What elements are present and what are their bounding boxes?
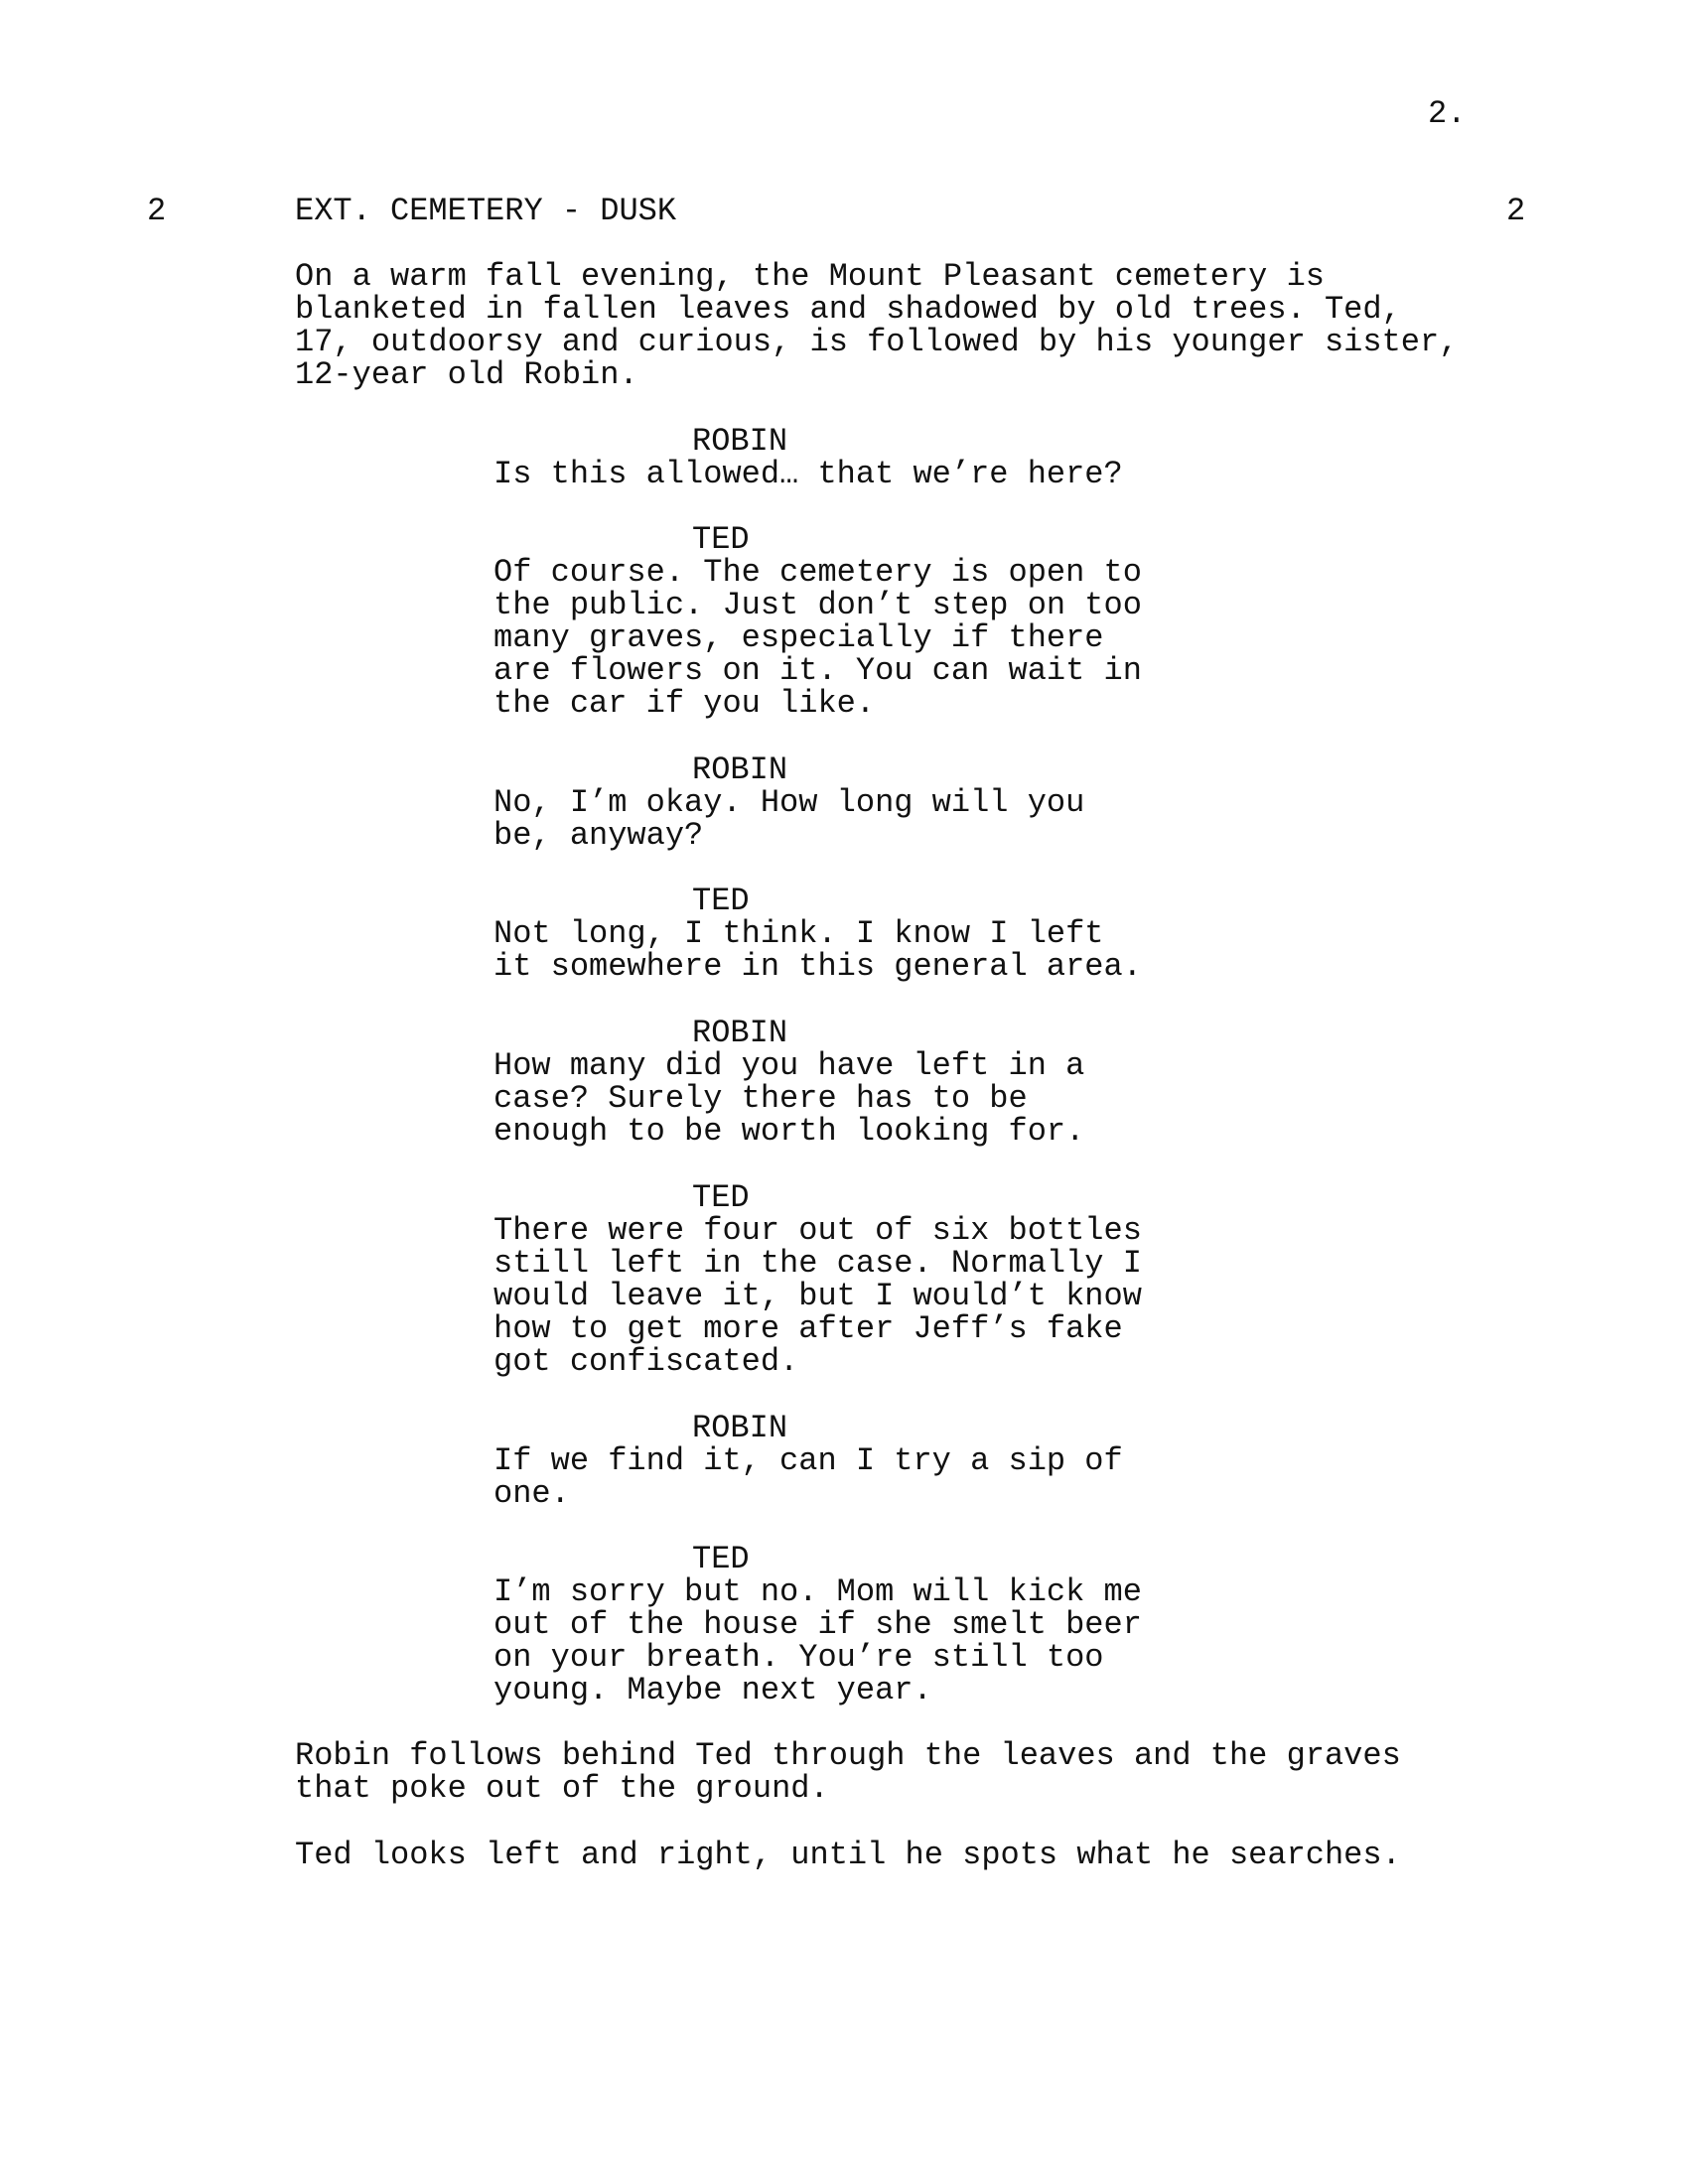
dialogue-block	[493, 753, 1189, 852]
dialogue-block	[493, 523, 1189, 720]
dialogue-block	[493, 1017, 1189, 1148]
dialogue-block	[493, 1543, 1189, 1706]
dialogue-line: If we find it, can I try a sip of one.	[493, 1442, 1123, 1512]
character-name: ROBIN	[692, 423, 788, 460]
dialogue-line: I’m sorry but no. Mom will kick me out of the house if she smelt beer on your breath. You’re still too young. Maybe next year.	[493, 1573, 1142, 1708]
action-paragraph: Robin follows behind Ted through the leaves and the graves that poke out of the ground.	[295, 1737, 1401, 1807]
character-name: TED	[692, 1541, 750, 1577]
character-name: TED	[692, 521, 750, 558]
dialogue-line: No, I’m okay. How long will you be, anyway?	[493, 784, 1085, 854]
character-name: TED	[692, 1179, 750, 1216]
dialogue-block	[493, 1181, 1189, 1378]
dialogue-block	[493, 1412, 1189, 1510]
dialogue-line: Of course. The cemetery is open to the public. Just don’t step on too many graves, especially if there are flowers on it. You can wait in the car if you like.	[493, 554, 1142, 722]
action-paragraph: Ted looks left and right, until he spots what he searches.	[295, 1837, 1401, 1873]
character-name: ROBIN	[692, 751, 788, 788]
dialogue-block	[493, 425, 1189, 490]
scene-heading: EXT. CEMETERY - DUSK	[295, 193, 677, 229]
dialogue-line: Not long, I think. I know I left it somewhere in this general area.	[493, 915, 1142, 985]
scene-number-right: 2	[1506, 193, 1526, 229]
action-paragraph-intro: On a warm fall evening, the Mount Pleasant cemetery is blanketed in fallen leaves and shadowed by old trees. Ted, 17, outdoorsy and curious, is followed by his younger sister, 12-year old Robin.	[295, 258, 1459, 393]
character-name: TED	[692, 883, 750, 919]
dialogue-line: Is this allowed… that we’re here?	[493, 456, 1123, 492]
dialogue-line: How many did you have left in a case? Surely there has to be enough to be worth looking for.	[493, 1047, 1085, 1150]
scene-number-left: 2	[147, 193, 167, 229]
page-number: 2.	[1428, 95, 1467, 132]
dialogue-line: There were four out of six bottles still left in the case. Normally I would leave it, but I would’t know how to get more after Jeff’s fake got confiscated.	[493, 1212, 1142, 1380]
character-name: ROBIN	[692, 1410, 788, 1446]
character-name: ROBIN	[692, 1015, 788, 1051]
dialogue-block	[493, 885, 1189, 983]
